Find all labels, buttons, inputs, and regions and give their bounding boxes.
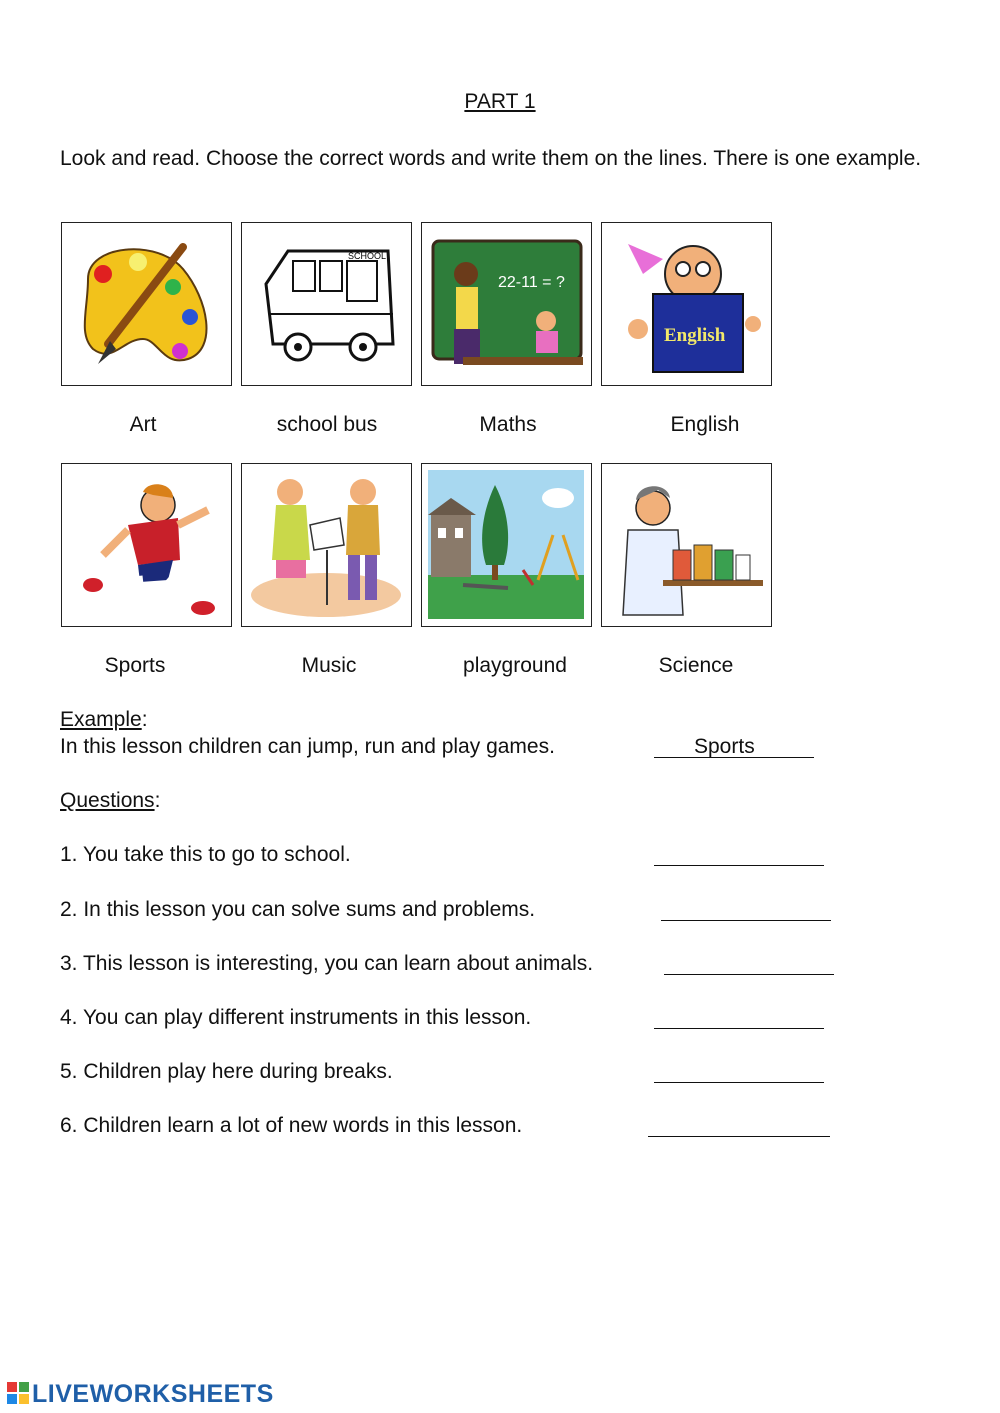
running-boy-icon — [68, 470, 224, 619]
question-6: 6. Children learn a lot of new words in this lesson. — [60, 1114, 523, 1137]
example-sentence: In this lesson children can jump, run and play games. — [60, 735, 555, 758]
label-sports: Sports — [104, 654, 166, 677]
question-2: 2. In this lesson you can solve sums and problems. — [60, 898, 536, 921]
playground-icon — [428, 470, 584, 619]
answer-line-2[interactable] — [661, 920, 831, 921]
picture-english — [601, 222, 772, 386]
label-music: Music — [301, 654, 357, 677]
board-sum-text: 22-11 = ? — [498, 274, 565, 291]
answer-line-3[interactable] — [664, 974, 834, 975]
questions-heading-text: Questions — [60, 789, 155, 812]
example-answer: Sports — [694, 735, 755, 758]
picture-school-bus — [241, 222, 412, 386]
cube-logo-icon — [6, 1381, 30, 1405]
scientist-icon — [608, 470, 764, 619]
picture-science — [601, 463, 772, 627]
instructions: Look and read. Choose the correct words and write them on the lines. There is one example. — [60, 147, 922, 170]
picture-sports — [61, 463, 232, 627]
picture-music — [241, 463, 412, 627]
picture-art — [61, 222, 232, 386]
answer-line-5[interactable] — [654, 1082, 824, 1083]
question-1: 1. You take this to go to school. — [60, 843, 351, 866]
bus-sign-text: SCHOOL — [348, 251, 387, 261]
question-4: 4. You can play different instruments in this lesson. — [60, 1006, 532, 1029]
example-heading-text: Example — [60, 708, 142, 731]
question-3: 3. This lesson is interesting, you can learn about animals. — [60, 952, 594, 975]
label-art: Art — [129, 413, 157, 436]
maths-teacher-icon — [428, 229, 584, 378]
questions-colon: : — [154, 789, 161, 812]
questions-heading — [60, 789, 160, 813]
question-5: 5. Children play here during breaks. — [60, 1060, 393, 1083]
violin-players-icon — [248, 470, 404, 619]
english-book-icon — [608, 229, 764, 378]
label-playground: playground — [463, 654, 567, 677]
label-science: Science — [658, 654, 734, 677]
label-english: English — [670, 413, 740, 436]
example-heading — [60, 708, 148, 732]
example-colon: : — [141, 708, 148, 731]
school-bus-icon — [248, 229, 404, 378]
answer-line-4[interactable] — [654, 1028, 824, 1029]
page-title: PART 1 — [464, 90, 536, 113]
label-school-bus: school bus — [276, 413, 378, 436]
picture-playground — [421, 463, 592, 627]
answer-line-6[interactable] — [648, 1136, 830, 1137]
book-cover-text: English — [664, 325, 726, 346]
answer-line-1[interactable] — [654, 865, 824, 866]
picture-maths — [421, 222, 592, 386]
label-maths: Maths — [479, 413, 537, 436]
paint-palette-icon — [68, 229, 224, 378]
brand-logo — [6, 1380, 274, 1409]
brand-text: LIVEWORKSHEETS — [32, 1380, 274, 1408]
